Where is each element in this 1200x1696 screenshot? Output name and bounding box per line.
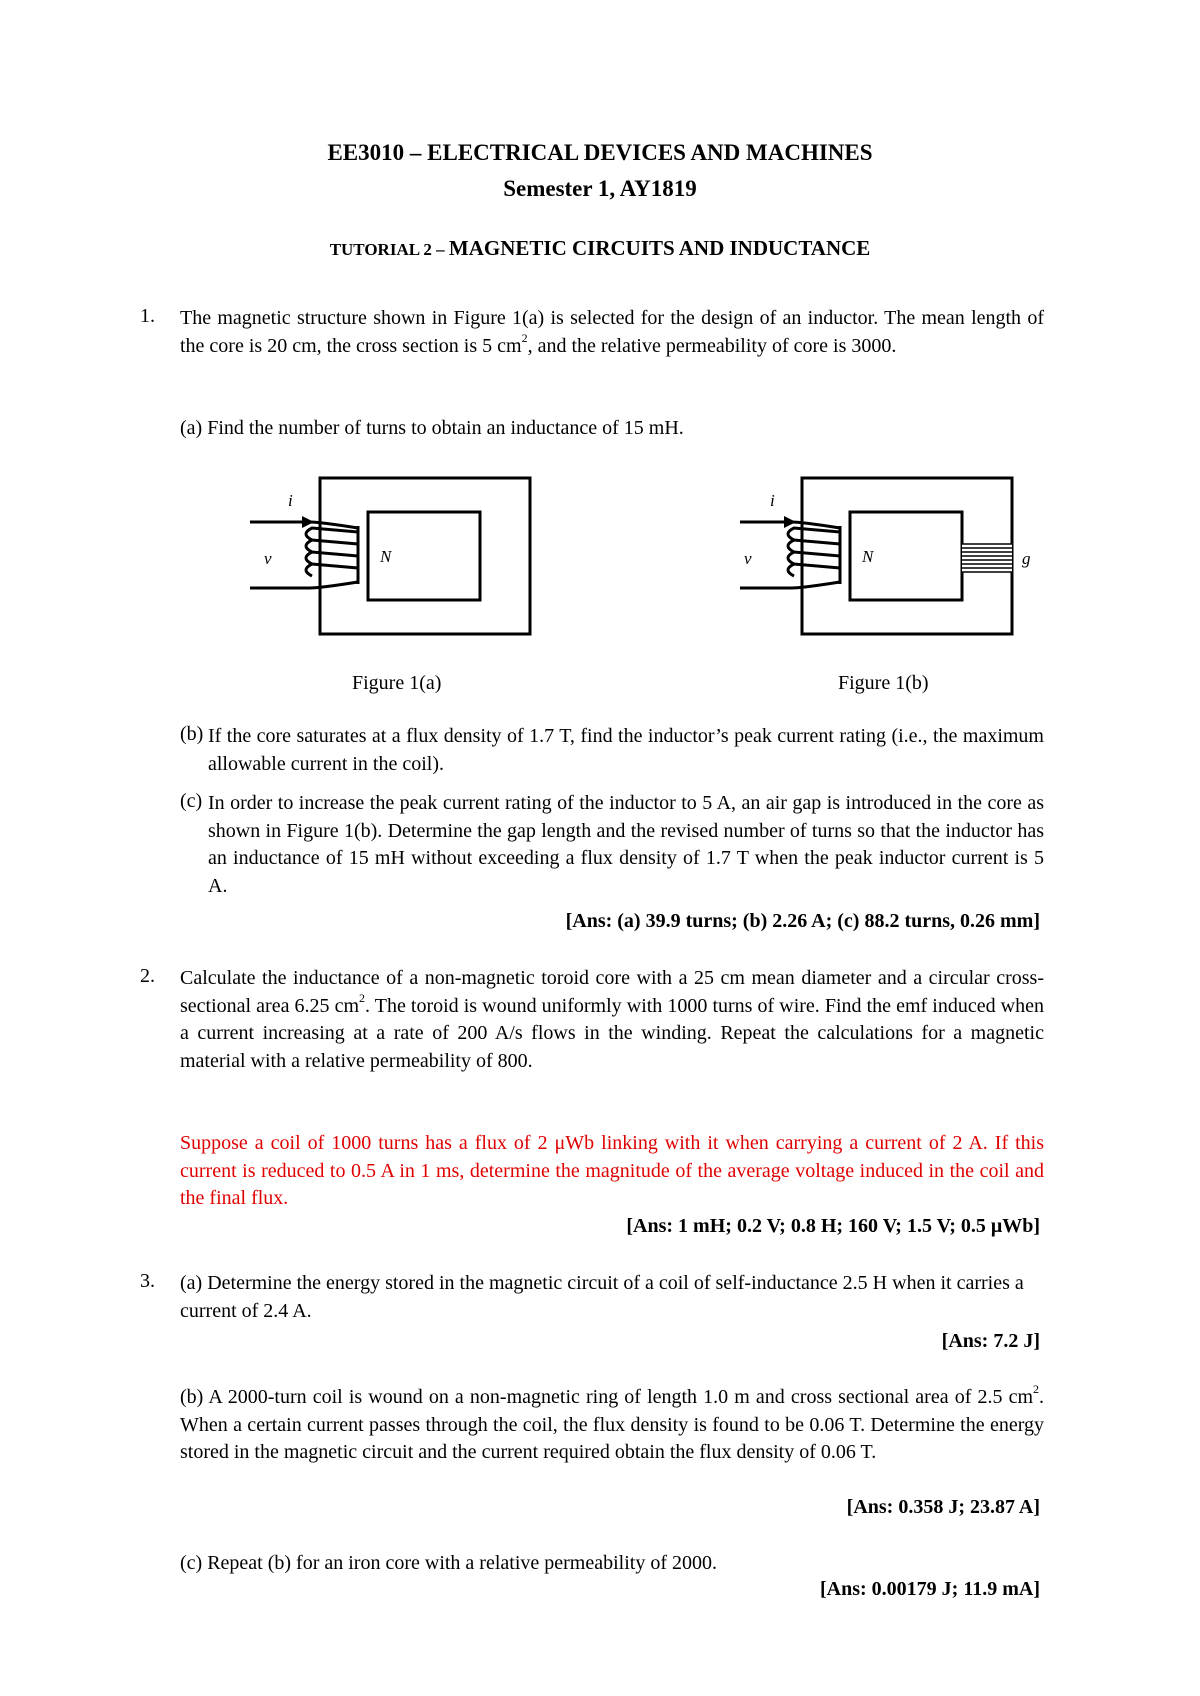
q3-answer-a: [Ans: 7.2 J] [941, 1330, 1040, 1352]
semester-title: Semester 1, AY1819 [503, 176, 697, 201]
course-title: EE3010 – ELECTRICAL DEVICES AND MACHINES [327, 140, 873, 165]
q2-red-text: Suppose a coil of 1000 turns has a flux of 2 μWb linking with it when carrying a current of 2 A. If this current is reduced to 0.5 A in 1 ms, determine the magnitude of the average voltage induced in the coil and the final flux. [180, 1132, 1044, 1209]
tutorial-prefix: TUTORIAL 2 – [329, 240, 449, 259]
q3-part-b [180, 1384, 1044, 1467]
tutorial-title [0, 236, 1200, 261]
q3-part-c: (c) Repeat (b) for an iron core with a relative permeability of 2000. [180, 1552, 718, 1574]
q1-part-b: If the core saturates at a flux density of 1.7 T, find the inductor’s peak current rating (i.e., the maximum allowable current in the coil). [208, 725, 1044, 775]
q1-intro [180, 305, 1044, 360]
q3-part-b-b: . When a certain current passes through the coil, the flux density is found to be 0.06 T. Determine the energy stored in the magnetic circuit and the current required obtain the flux density of 0.06 T. [180, 1386, 1044, 1463]
fig1b-label-g: g [1022, 549, 1031, 568]
q3-part-a: (a) Determine the energy stored in the magnetic circuit of a coil of self-inductance 2.5 H when it carries a current of 2.4 A. [180, 1272, 1024, 1322]
q1-part-c-label: (c) [180, 790, 203, 812]
q2-text [180, 965, 1044, 1075]
q1-intro-sup: 2 [521, 330, 528, 345]
q1-part-c: In order to increase the peak current rating of the inductor to 5 A, an air gap is introduced in the core as shown in Figure 1(b). Determine the gap length and the revised number of turns so that the inductor has an inductance of 15 mH without exceeding a flux density of 1.7 T when the peak inductor current is 5 A. [208, 792, 1044, 897]
q3-part-b-a: (b) A 2000-turn coil is wound on a non-magnetic ring of length 1.0 m and cross sectional area of 2.5 cm [180, 1386, 1033, 1408]
tutorial-topic: MAGNETIC CIRCUITS AND INDUCTANCE [448, 236, 871, 260]
q1-part-a: (a) Find the number of turns to obtain an inductance of 15 mH. [180, 417, 684, 439]
figure-1b [740, 470, 1040, 640]
q2-sup: 2 [359, 990, 366, 1005]
fig1a-label-N: N [380, 547, 392, 566]
fig1a-label-i: i [288, 491, 293, 510]
q3-answer-c: [Ans: 0.00179 J; 11.9 mA] [820, 1578, 1040, 1600]
q3-number: 3. [140, 1270, 155, 1292]
figure-1b-caption: Figure 1(b) [838, 672, 929, 694]
fig1b-label-v: v [744, 549, 752, 568]
fig1a-label-v: v [264, 549, 272, 568]
q2-text-b: . The toroid is wound uniformly with 1000 turns of wire. Find the emf induced when a current increasing at a rate of 200 A/s flows in the winding. Repeat the calculations for a magnetic material with a relative permeability of 800. [180, 994, 1044, 1072]
q3-answer-b: [Ans: 0.358 J; 23.87 A] [846, 1496, 1040, 1518]
q1-intro-a: The magnetic structure shown in Figure 1(a) is selected for the design of an inductor. The mean length of the core is 20 cm, the cross section is 5 cm [180, 307, 1044, 357]
q1-answer: [Ans: (a) 39.9 turns; (b) 2.26 A; (c) 88.2 turns, 0.26 mm] [565, 910, 1040, 932]
q3-part-b-sup: 2 [1033, 1382, 1039, 1397]
q1-intro-b: , and the relative permeability of core is 3000. [527, 334, 897, 357]
fig1b-label-i: i [770, 491, 775, 510]
q1-part-b-label: (b) [180, 723, 204, 745]
q2-number: 2. [140, 965, 155, 987]
q1-number: 1. [140, 305, 155, 327]
fig1a-coil [306, 522, 358, 588]
fig1b-coil [788, 522, 840, 588]
figure-1a [240, 470, 550, 640]
fig1b-label-N: N [862, 547, 874, 566]
figure-1a-caption: Figure 1(a) [352, 672, 442, 694]
q2-answer: [Ans: 1 mH; 0.2 V; 0.8 H; 160 V; 1.5 V; 0.5 μWb] [626, 1215, 1040, 1237]
q2-text-a: Calculate the inductance of a non-magnetic toroid core with a 25 cm mean diameter and a circular cross-sectional area 6.25 cm [180, 967, 1044, 1017]
